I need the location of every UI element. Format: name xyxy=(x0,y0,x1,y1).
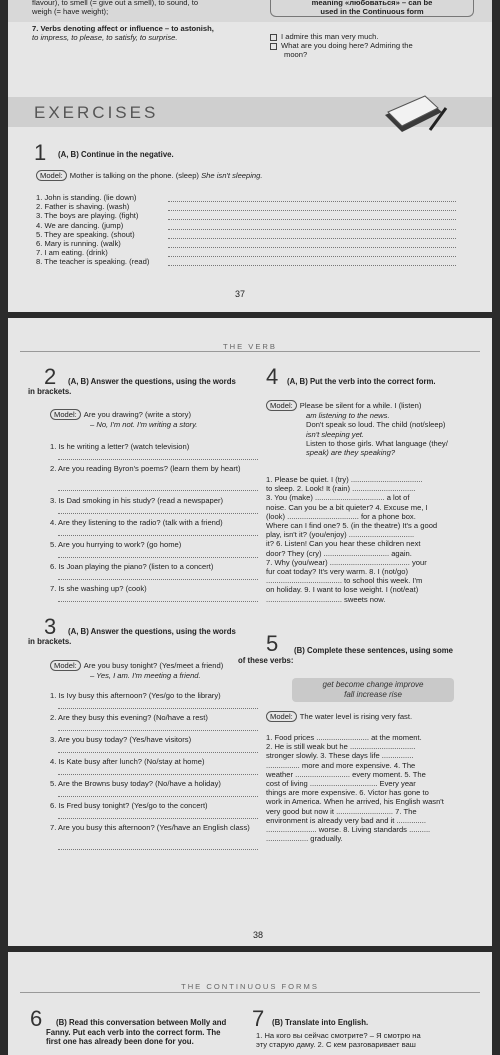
exercises-title: EXERCISES xyxy=(34,103,159,122)
text-line: 2. He is still weak but he ............................... xyxy=(266,742,416,752)
text-line: play, isn't it? (you/enjoy) ............................... xyxy=(266,530,415,540)
text-line: 7. Why (you/wear) ...................................... your xyxy=(266,557,427,567)
model-line: isn't sleeping yet. xyxy=(306,429,365,439)
text-line: ........................ worse. 8. Living standards .......... xyxy=(266,825,431,835)
answer-line xyxy=(58,557,258,558)
point-7-line: 7. Verbs denoting affect or influence – to astonish, xyxy=(32,24,214,33)
answer-line xyxy=(58,818,258,819)
page-39 xyxy=(8,952,492,1055)
answer-line xyxy=(58,535,258,536)
model-sentence: Are you drawing? (write a story) xyxy=(83,410,191,419)
text-line: things are more expensive. 6. Victor has gone to xyxy=(266,788,429,798)
list-item: 7. Is she washing up? (cook) xyxy=(50,584,147,593)
example-text: I admire this man very much. xyxy=(281,32,379,41)
text-line: work in America. When he arrived, his English wasn't xyxy=(266,797,444,807)
answer-line xyxy=(58,579,258,580)
text-line: .................... gradually. xyxy=(266,834,343,844)
heading-line: (B) Read this conversation between Molly and xyxy=(56,1018,227,1027)
list-item: 7. I am eating. (drink) xyxy=(36,248,108,258)
exercise-number: 6 xyxy=(30,1006,43,1031)
note-line: meaning «любоваться» – can be xyxy=(311,0,433,7)
model-badge: Model: xyxy=(50,409,81,420)
example-text: moon? xyxy=(284,50,308,60)
ex4-text xyxy=(266,475,480,604)
exercise-number: 2 xyxy=(44,364,57,389)
page-number: 37 xyxy=(235,289,246,299)
text-line: ................ more and more expensive. 4. The xyxy=(266,760,416,770)
rule-text-left xyxy=(32,0,247,16)
example-line xyxy=(270,32,470,41)
model-line: Please be silent for a while. I (listen) xyxy=(299,401,422,410)
list-item: 6. Mary is running. (walk) xyxy=(36,239,121,248)
word-bank xyxy=(292,678,454,702)
ex5-text xyxy=(266,733,480,843)
example-line xyxy=(270,41,470,50)
section-rule xyxy=(20,992,480,993)
heading-line: first one has already been done for you. xyxy=(46,1037,194,1046)
exercise-heading xyxy=(28,377,263,396)
list-item: 1. Is Ivy busy this afternoon? (Yes/go to the library) xyxy=(50,691,221,700)
model-badge: Model: xyxy=(266,400,297,411)
rule-line: flavour), to smell (= give out a smell), to sound, to xyxy=(32,0,199,7)
model-badge: Model: xyxy=(36,170,67,181)
note-line: used in the Continuous form xyxy=(320,7,424,17)
answer-line xyxy=(168,256,456,257)
model-badge: Model: xyxy=(266,711,297,722)
list-item: 1. Is he writing a letter? (watch television) xyxy=(50,442,190,451)
heading-line: in brackets. xyxy=(28,636,72,646)
exercise-heading xyxy=(238,646,481,665)
heading-line: (A, B) Answer the questions, using the words xyxy=(68,627,236,636)
text-line: 1. Please be quiet. I (try) .................................. xyxy=(266,475,423,484)
exercise-heading: (B) Translate into English. xyxy=(272,1018,369,1027)
model-line: Listen to those girls. What language (they/ xyxy=(306,438,448,448)
text-line: 3. You (make) ................................. a lot of xyxy=(266,493,410,503)
answer-line xyxy=(168,265,456,266)
list-item: 7. Are you busy this afternoon? (Yes/have an English class) xyxy=(50,823,250,832)
ex5-model xyxy=(266,711,481,722)
exercise-number: 5 xyxy=(266,631,279,656)
list-item: 2. Father is shaving. (wash) xyxy=(36,202,130,212)
model-badge: Model: xyxy=(50,660,81,671)
answer-line xyxy=(168,238,456,239)
example-text: What are you doing here? Admiring the xyxy=(281,41,413,51)
text-line: to sleep. 2. Look! It (rain) .............................. xyxy=(266,484,416,494)
list-item: 2. Are you reading Byron's poems? (learn them by heart) xyxy=(50,464,241,473)
answer-line xyxy=(58,774,258,775)
ex2-model xyxy=(50,409,265,429)
list-item: 4. Are they listening to the radio? (talk with a friend) xyxy=(50,518,223,527)
page-37 xyxy=(8,0,492,312)
exercise-heading: (A, B) Put the verb into the correct form. xyxy=(287,377,436,386)
answer-line xyxy=(168,201,456,202)
model-line: Don't speak so loud. The child (not/sleep) xyxy=(306,420,446,430)
model-sentence: Mother is talking on the phone. (sleep) xyxy=(69,171,199,180)
exercise-number: 7 xyxy=(252,1006,265,1031)
ex4-model xyxy=(266,400,481,457)
exercise-heading xyxy=(28,627,263,646)
answer-line xyxy=(58,730,258,731)
exercise-number: 4 xyxy=(266,364,279,389)
exercise-number: 3 xyxy=(44,614,57,639)
model-sentence: The water level is rising very fast. xyxy=(299,712,413,721)
heading-line: Fanny. Put each verb into the correct form. The xyxy=(46,1027,221,1037)
list-item: 5. Are the Browns busy today? (No/have a holiday) xyxy=(50,779,221,788)
heading-line: (B) Complete these sentences, using some xyxy=(294,646,454,655)
exercise-heading: (A, B) Continue in the negative. xyxy=(58,150,174,159)
text-line: .................................... to school this week. I'm xyxy=(266,576,423,586)
answer-line xyxy=(58,459,258,460)
checkbox-icon xyxy=(270,34,277,41)
ex3-model xyxy=(50,660,270,680)
word-bank-line: fall increase rise xyxy=(344,690,402,699)
list-item: 3. The boys are playing. (fight) xyxy=(36,211,139,221)
heading-line: of these verbs: xyxy=(238,655,294,665)
page-38 xyxy=(8,318,492,946)
answer-line xyxy=(168,219,456,220)
text-line: (look) .................................. for a phone box. xyxy=(266,511,416,521)
model-answer: She isn't sleeping. xyxy=(201,171,263,180)
heading-line: (A, B) Answer the questions, using the words xyxy=(68,377,236,386)
answer-line xyxy=(168,247,456,248)
checkbox-icon xyxy=(270,43,277,50)
text-line: it? 6. Listen! Can you hear these children next xyxy=(266,539,421,549)
answer-line xyxy=(58,796,258,797)
model-answer: – No, I'm not. I'm writing a story. xyxy=(90,420,198,430)
text-line: .................................... sweets now. xyxy=(266,594,386,604)
page-number: 38 xyxy=(253,930,264,940)
point-7-line: to impress, to please, to satisfy, to surprise. xyxy=(32,33,178,43)
text-line: very good but now it ........................... 7. The xyxy=(266,806,417,816)
rule-line: weigh (= have weight); xyxy=(32,7,109,17)
model-answer: – Yes, I am. I'm meeting a friend. xyxy=(90,671,201,681)
list-item: 3. Is Dad smoking in his study? (read a newspaper) xyxy=(50,496,224,505)
point-7-examples xyxy=(270,32,470,60)
list-item: 4. We are dancing. (jump) xyxy=(36,220,124,230)
text-line: cost of living ................................ Every year xyxy=(266,779,416,789)
text-line: on holiday. 9. I want to lose weight. I (not/eat) xyxy=(266,585,419,595)
text-line: weather .......................... every moment. 5. The xyxy=(266,769,426,779)
word-bank-line: get become change improve xyxy=(322,680,424,689)
exercise-number: 1 xyxy=(34,140,47,165)
section-title: THE CONTINUOUS FORMS xyxy=(181,982,319,991)
text-line: door? They (cry) ............................... again. xyxy=(266,548,412,558)
list-item: 2. Are they busy this evening? (No/have a rest) xyxy=(50,713,208,722)
note-box xyxy=(270,0,474,17)
ex7-text xyxy=(256,1031,481,1049)
list-item: 5. They are speaking. (shout) xyxy=(36,229,135,239)
ex1-model xyxy=(36,170,263,181)
list-item: 6. Is Joan playing the piano? (listen to a concert) xyxy=(50,562,214,571)
text-line: fur coat today? It's very warm. 8. I (not/go) xyxy=(266,567,408,577)
list-item: 3. Are you busy today? (Yes/have visitors) xyxy=(50,735,192,744)
answer-line xyxy=(58,513,258,514)
text-line: environment is already very bad and it .............. xyxy=(266,815,426,825)
exercise-heading xyxy=(46,1018,246,1047)
section-title: THE VERB xyxy=(223,342,277,351)
text-line: 1. На кого вы сейчас смотрите? – Я смотрю на xyxy=(256,1031,421,1040)
list-item: 4. Is Kate busy after lunch? (No/stay at home) xyxy=(50,757,205,766)
answer-line xyxy=(58,849,258,850)
point-7 xyxy=(32,24,257,42)
text-line: 1. Food prices ......................... at the moment. xyxy=(266,733,422,742)
list-item: 1. John is standing. (lie down) xyxy=(36,193,137,202)
text-line: эту старую даму. 2. С кем разговаривает ваш xyxy=(256,1040,416,1050)
section-rule xyxy=(20,351,480,352)
list-item: 8. The teacher is speaking. (read) xyxy=(36,257,150,267)
answer-line xyxy=(58,752,258,753)
answer-line xyxy=(58,490,258,491)
list-item: 6. Is Fred busy tonight? (Yes/go to the concert) xyxy=(50,801,208,810)
text-line: noise. Can you be a bit quieter? 4. Excuse me, I xyxy=(266,502,428,512)
list-item: 5. Are you hurrying to work? (go home) xyxy=(50,540,182,549)
model-sentence: Are you busy tonight? (Yes/meet a friend) xyxy=(83,661,224,670)
model-line: speak) are they speaking? xyxy=(306,448,396,458)
text-line: Where can I find one? 5. (in the theatre) It's a good xyxy=(266,521,438,531)
heading-line: in brackets. xyxy=(28,386,72,396)
answer-line xyxy=(58,708,258,709)
notebook-pen-icon xyxy=(380,90,450,140)
answer-line xyxy=(58,601,258,602)
answer-line xyxy=(168,210,456,211)
model-line: am listening to the news. xyxy=(306,411,390,421)
answer-line xyxy=(168,229,456,230)
text-line: stronger slowly. 3. These days life ............... xyxy=(266,751,414,761)
